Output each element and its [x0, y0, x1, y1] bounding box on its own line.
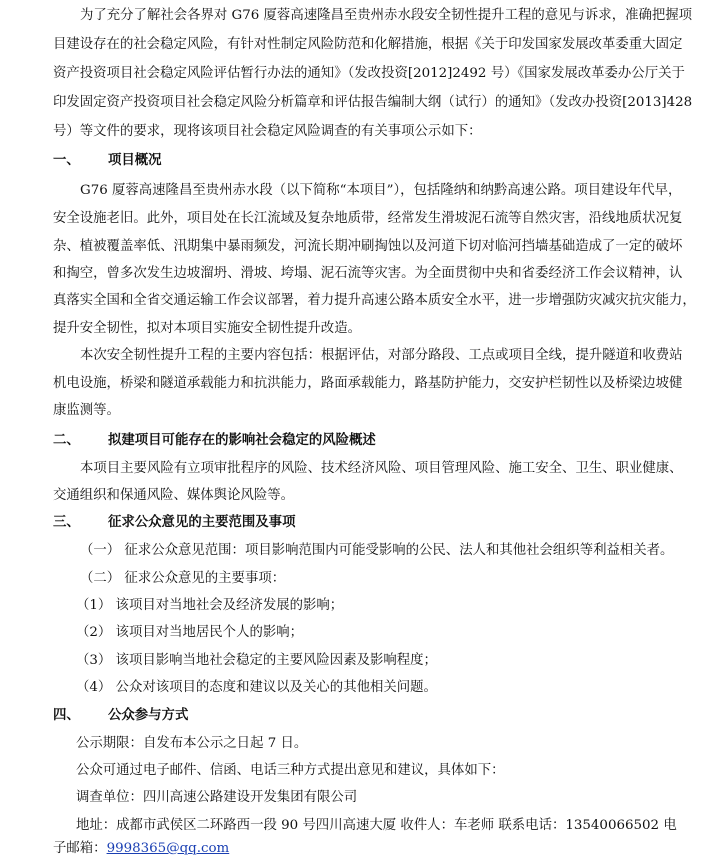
section-2-heading: [53, 432, 376, 450]
s4-email-line: [53, 840, 229, 858]
section-3-title: 征求公众意见的主要范围及事项: [108, 515, 296, 530]
s1-p2-line-2: 机电设施，桥梁和隧道承载能力和抗洪能力，路面承载能力，路基防护能力，交安护栏韧性以及桥梁边坡健: [53, 376, 683, 391]
s3-subitem-4: （4） 公众对该项目的态度和建议以及关心的其他相关问题。: [76, 680, 437, 695]
section-3-heading: [53, 514, 295, 532]
section-1-title: 项目概况: [108, 153, 162, 168]
intro-line-2: 目建设存在的社会稳定风险，有针对性制定风险防范和化解措施，根据《关于印发国家发展改革委重大固定: [53, 37, 683, 52]
section-4-number: 四、: [53, 708, 80, 723]
intro-line-3: 资产投资项目社会稳定风险评估暂行办法的通知》（发改投资[2012]2492 号）《国家发展改革委办公厅关于: [53, 66, 685, 81]
s1-p1-line-5: 真落实全国和全省交通运输工作会议部署，着力提升高速公路本质安全水平，进一步增强防灾减灾抗灾能力，: [53, 293, 696, 308]
s2-line-1: 本项目主要风险有立项审批程序的风险、技术经济风险、项目管理风险、施工安全、卫生、职业健康、: [80, 461, 683, 476]
s3-subitem-1: （1） 该项目对当地社会及经济发展的影响；: [76, 598, 344, 613]
s1-p1-line-1: G76 厦蓉高速隆昌至贵州赤水段（以下简称“本项目”），包括隆纳和纳黔高速公路。项目建设年代早，: [80, 183, 682, 198]
s4-address: 地址：成都市武侯区二环路西一段 90 号四川高速大厦 收件人：车老师 联系电话：13540066502 电: [76, 818, 677, 833]
intro-line-1: 为了充分了解社会各界对 G76 厦蓉高速隆昌至贵州赤水段安全韧性提升工程的意见与诉求，准确把握项: [80, 8, 693, 23]
s2-line-2: 交通组织和保通风险、媒体舆论风险等。: [53, 488, 295, 503]
s4-period: 公示期限：自发布本公示之日起 7 日。: [76, 736, 308, 751]
s3-subitem-3: （3） 该项目影响当地社会稳定的主要风险因素及影响程度；: [76, 653, 437, 668]
s3-item-b: （二） 征求公众意见的主要事项：: [80, 571, 286, 586]
s1-p1-line-4: 和掏空，曾多次发生边坡溜坍、滑坡、垮塌、泥石流等灾害。为全面贯彻中央和省委经济工作会议精神，认: [53, 266, 683, 281]
email-link[interactable]: 9998365@qq.com: [106, 841, 230, 856]
s4-channels: 公众可通过电子邮件、信函、电话三种方式提出意见和建议，具体如下：: [76, 763, 505, 778]
section-1-number: 一、: [53, 153, 80, 168]
section-4-heading: [53, 707, 188, 725]
section-2-title: 拟建项目可能存在的影响社会稳定的风险概述: [108, 433, 376, 448]
section-1-heading: [53, 152, 162, 170]
section-2-number: 二、: [53, 433, 80, 448]
s3-item-a: （一） 征求公众意见范围：项目影响范围内可能受影响的公民、法人和其他社会组织等利益相关者。: [80, 543, 674, 558]
section-4-title: 公众参与方式: [108, 708, 189, 723]
intro-line-5: 号）等文件的要求，现将该项目社会稳定风险调查的有关事项公示如下：: [53, 124, 482, 139]
s4-survey-unit: 调查单位：四川高速公路建设开发集团有限公司: [76, 790, 358, 805]
s1-p2-line-3: 康监测等。: [53, 403, 120, 418]
s3-subitem-2: （2） 该项目对当地居民个人的影响；: [76, 625, 304, 640]
s1-p1-line-6: 提升安全韧性，拟对本项目实施安全韧性提升改造。: [53, 321, 361, 336]
intro-line-4: 印发固定资产投资项目社会稳定风险分析篇章和评估报告编制大纲（试行）的通知》（发改办投资[2013]428: [53, 95, 693, 110]
s1-p1-line-2: 安全设施老旧。此外，项目处在长江流域及复杂地质带，经常发生滑坡泥石流等自然灾害，沿线地质状况复: [53, 211, 683, 226]
s1-p2-line-1: 本次安全韧性提升工程的主要内容包括：根据评估，对部分路段、工点或项目全线，提升隧道和收费站: [80, 348, 683, 363]
email-label: 子邮箱：: [53, 841, 107, 856]
section-3-number: 三、: [53, 515, 80, 530]
s1-p1-line-3: 杂、植被覆盖率低、汛期集中暴雨频发，河流长期冲刷掏蚀以及河道下切对临河挡墙基础造成了一定的破坏: [53, 239, 683, 254]
